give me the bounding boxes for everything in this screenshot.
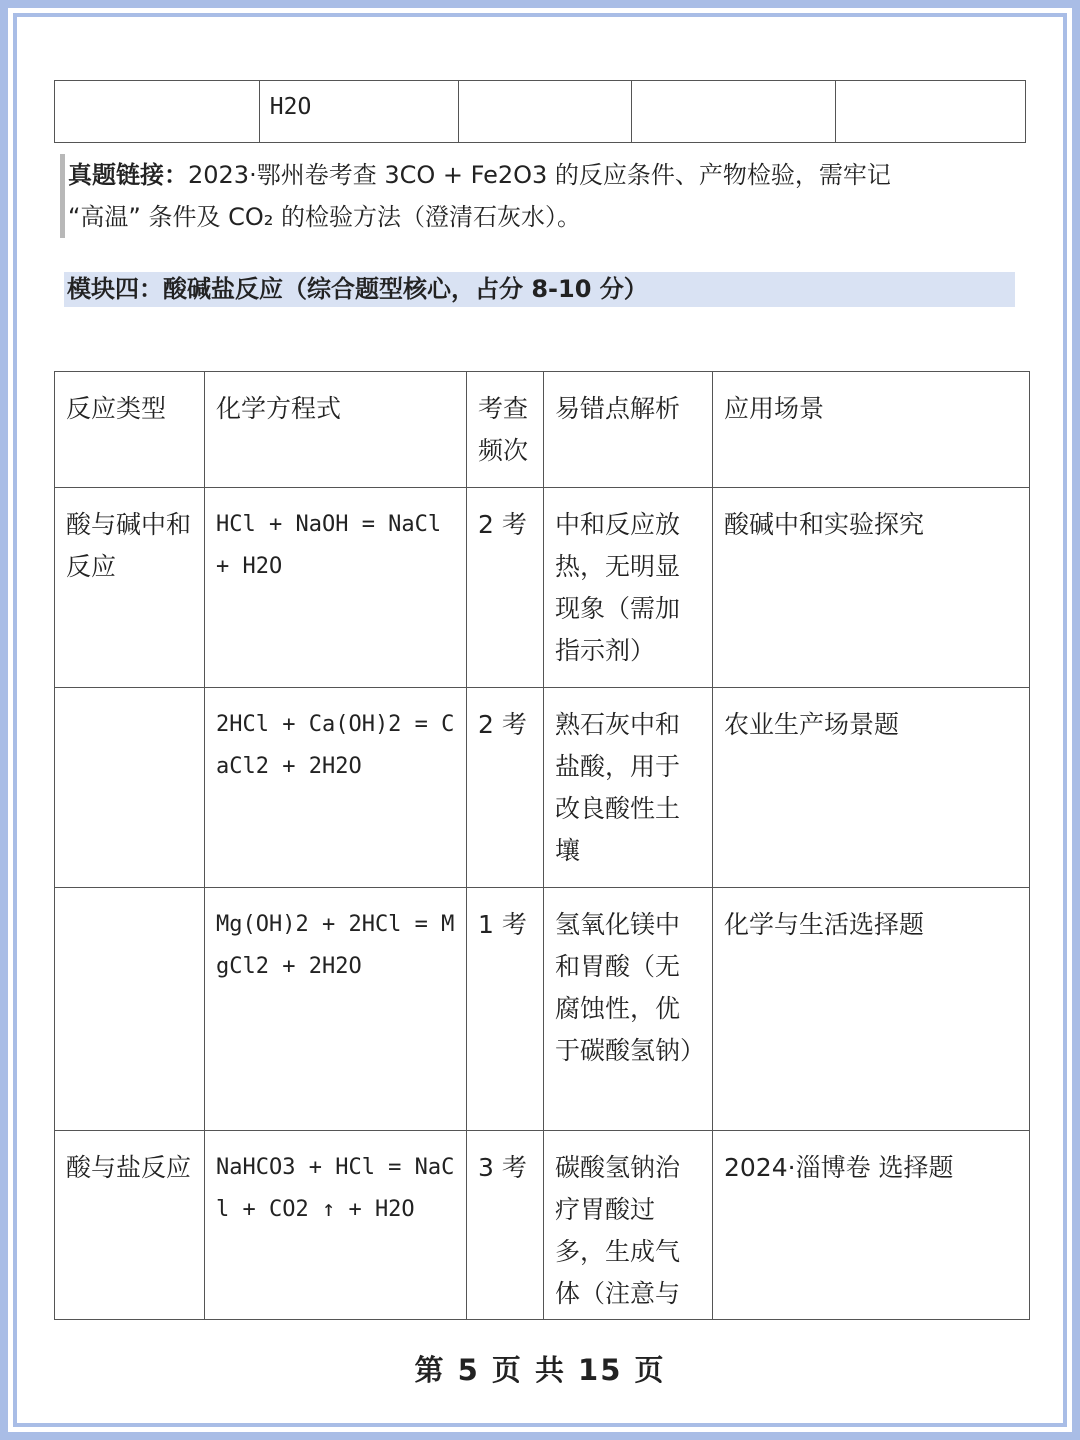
pitfall-cell: 中和反应放热，无明显现象（需加指示剂） — [544, 488, 713, 688]
pitfall-cell: 氢氧化镁中和胃酸（无腐蚀性，优于碳酸氢钠） — [544, 888, 713, 1131]
table-cell: H2O — [259, 81, 458, 143]
quote-line-1 — [68, 154, 998, 196]
equation-cell: NaHCO3 + HCl = NaCl + CO2 ↑ + H2O — [205, 1131, 467, 1320]
reaction-type-cell: 酸与盐反应 — [55, 1131, 205, 1320]
table-row — [55, 688, 1030, 888]
module-title: 模块四：酸碱盐反应（综合题型核心，占分 8-10 分） — [64, 272, 1015, 307]
table-row — [55, 81, 1026, 143]
quote-text: 2023·鄂州卷考查 3CO + Fe2O3 的反应条件、产物检验，需牢记 — [188, 161, 891, 189]
column-header: 易错点解析 — [544, 372, 713, 488]
column-header: 应用场景 — [713, 372, 1030, 488]
scene-cell: 化学与生活选择题 — [713, 888, 1030, 1131]
reaction-type-cell — [55, 888, 205, 1131]
column-header: 反应类型 — [55, 372, 205, 488]
table-cell — [55, 81, 260, 143]
table-cell — [632, 81, 836, 143]
scene-cell: 2024·淄博卷 选择题 — [713, 1131, 1030, 1320]
table-cell — [836, 81, 1026, 143]
exam-link-quote — [60, 154, 998, 238]
table-row — [55, 1131, 1030, 1320]
quote-line-2: “高温” 条件及 CO₂ 的检验方法（澄清石灰水）。 — [68, 203, 582, 231]
reaction-table — [54, 371, 1030, 1320]
frequency-cell: 2 考 — [467, 688, 544, 888]
column-header: 考查频次 — [467, 372, 544, 488]
column-header: 化学方程式 — [205, 372, 467, 488]
frequency-cell: 3 考 — [467, 1131, 544, 1320]
scene-cell: 酸碱中和实验探究 — [713, 488, 1030, 688]
frequency-cell: 2 考 — [467, 488, 544, 688]
frequency-cell: 1 考 — [467, 888, 544, 1131]
top-table-fragment — [54, 80, 1026, 143]
table-row — [55, 888, 1030, 1131]
equation-cell: HCl + NaOH = NaCl + H2O — [205, 488, 467, 688]
page-number: 第 5 页 共 15 页 — [414, 1353, 666, 1387]
table-cell — [458, 81, 632, 143]
equation-cell: Mg(OH)2 + 2HCl = MgCl2 + 2H2O — [205, 888, 467, 1131]
reaction-type-cell: 酸与碱中和反应 — [55, 488, 205, 688]
pitfall-cell: 碳酸氢钠治疗胃酸过多，生成气体（注意与 — [544, 1131, 713, 1320]
pitfall-cell: 熟石灰中和盐酸，用于改良酸性土壤 — [544, 688, 713, 888]
equation-cell: 2HCl + Ca(OH)2 = CaCl2 + 2H2O — [205, 688, 467, 888]
table-row — [55, 488, 1030, 688]
quote-lead: 真题链接： — [68, 161, 188, 189]
table-header-row — [55, 372, 1030, 488]
scene-cell: 农业生产场景题 — [713, 688, 1030, 888]
reaction-type-cell — [55, 688, 205, 888]
